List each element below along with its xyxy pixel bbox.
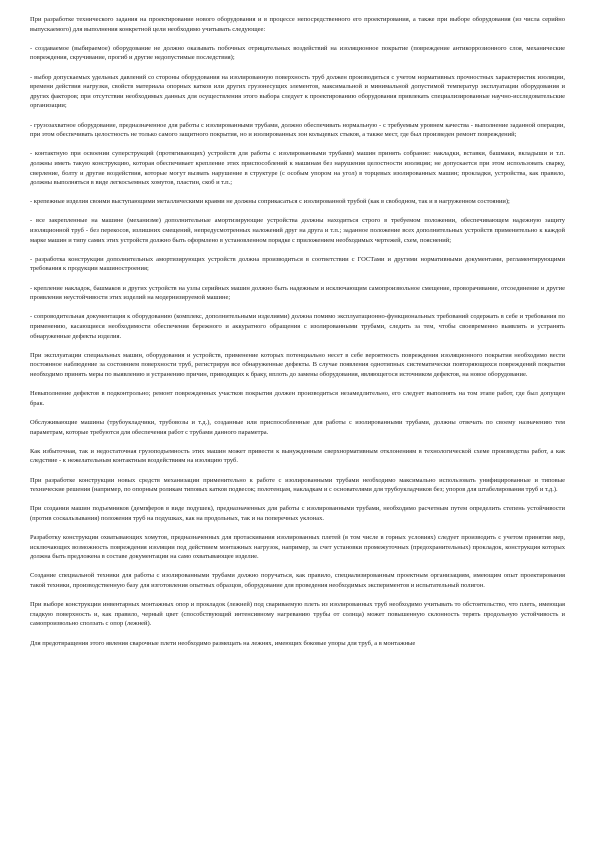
body-paragraph: При эксплуатации специальных машин, оборудования и устройств, применение которых потенциально несет в себе вероятность повреждения изоляционного покрытия необходимо вести постоянное наблюдение за состоянием поверхности труб, регистрируя все обнаруженные дефекты. В случае появления однотипных систематически повторяющихся повреждений покрытия необходимо принять меры по выявлению и устранению причин, приводящих к браку, вплоть до замены оборудования, являющегося источником дефектов, на новое оборудование. (30, 351, 565, 378)
requirement-paragraph: - крепление накладок, башмаков и других устройств на узлы серийных машин должно быть надежным и исключающим самопроизвольное смещение, проворачивание, отсоединение и другие проявления неустойчивости этих изделий на модернизируемой машине; (30, 284, 565, 302)
body-paragraph: Обслуживающие машины (трубоукладчики, трубовозы и т.д.), созданные или приспособленные для работы с изолированными трубами, должны отвечать по своему назначению тем параметрам, которые требуются для обеспечения работ с трубами данного параметра. (30, 418, 565, 436)
requirement-paragraph: - разработка конструкции дополнительных амортизирующих устройств должна производиться в соответствии с ГОСТами и другими нормативными документами, регламентирующими требования к продукции машиностроения; (30, 255, 565, 273)
requirement-paragraph: - крепежные изделия своими выступающими металлическими краями не должны соприкасаться с изолированной трубой (как в свободном, так и в нагруженном состоянии); (30, 198, 510, 206)
body-paragraph: При создании машин подъемников (демпферов в виде подушек), предназначенных для работы с изолированными трубами, необходимо расчетным путем определить степень устойчивости (против соскальзывания) положения труб на подушках, как на продольных, так и на поперечных уклонах. (30, 505, 565, 522)
body-paragraph: При выборе конструкции инвентарных монтажных опор и прокладок (лежней) под свариваемую плеть из изолированных труб необходимо учитывать то обстоятельство, что плеть, имеющая гладкую поверхность и, как правило, черный цвет (способствующий интенсивному нагреванию трубы от солнца) может повышенную склонность терять продольную устойчивость и самопроизвольно сползать с опор (лежней). (30, 601, 565, 628)
body-paragraph: Как избыточная, так и недостаточная грузоподъемность этих машин может привести к вынужденным сверхнормативным отклонениям в технологической схеме производства работ, а как следствие - к нежелательным контактным воздействиям на изоляцию труб. (30, 447, 565, 465)
requirement-paragraph: - создаваемое (выбираемое) оборудование не должно оказывать побочных отрицательных воздействий на изоляционное покрытие (повреждение антикоррозионного слоя, механические повреждения, скручивание, прогиб и другие недопустимые последствия); (30, 44, 565, 62)
requirement-paragraph: - все закрепленные на машине (механизме) дополнительные амортизирующие устройства должны находиться строго в требуемом положении, обеспечивающем надежную защиту изоляционной труб - без перекосов, излишних смещений, непредусмотренных наложений друг на друга и т.п.; заданное положение всех дополнительных устройств применительно к каждой марке машин и типу самих этих устройств должно быть оформлено в установленном порядке с приложением необходимых чертежей, схем, пояснений; (30, 217, 565, 244)
requirement-paragraph: - сопроводительная документация к оборудованию (комплекс, дополнительными изделиями) должна помимо эксплуатационно-функциональных требований содержать в себе и требования по применению, касающиеся необходимости обеспечения бережного и аккуратного обращения с изолированными трубами, следить за тем, чтобы своевременно выявлять и устранять обнаруженные дефекты изделия. (30, 313, 565, 340)
requirement-paragraph: - выбор допускаемых удельных давлений со стороны оборудования на изолированную поверхность труб должен производиться с учетом нормативных прочностных характеристик изоляции, времени действия нагрузки, свойств материала опорных катков или других грузонесущих элементов, максимальной и минимальной допустимой температур эксплуатации оборудования и других факторов; при отсутствии необходимых данных для осуществления этого выбора следует к проектированию оборудования привлекать специализированные научно-исследовательские организации; (30, 73, 565, 110)
body-paragraph: При разработке конструкции новых средств механизации применительно к работе с изолированными трубами необходимо максимально использовать унифицированные и типовые технические решения (например, по опорным роликам типовых катков подвесок; полотенцам, накладкам и с основателями для трубоукладчиков без; упоров для штабелирования труб и т.д.). (30, 476, 565, 494)
body-paragraph: Создание специальной техники для работы с изолированными трубами должно поручаться, как правило, специализированным проектным организациям, имеющим опыт проектирования такой техники, производственную базу для изготовления опытных образцов, оборудование для проведения необходимых экспериментов и испытательный полигон. (30, 572, 565, 590)
body-paragraph: Невыполнение дефектов в подконтрольно; ремонт поврежденных участков покрытия должен производиться незамедлительно, его следует выполнять на том этапе работ, где был допущен брак. (30, 390, 565, 407)
body-paragraph: Разработку конструкции охватывающих хомутов, предназначенных для протаскивания изолированных плетей (в том числе в горных условиях) следует производить с учетом принятия мер, исключающих возможность повреждения изоляции под действием монтажных нагрузок, например, за счет установки промежуточных (предохранительных) прокладок, конструкция которых должна быть предложена в составе документации на само охватывающее изделие. (30, 534, 565, 561)
intro-paragraph: При разработке технического задания на проектирование нового оборудования и в процессе непосредственного его проектирования, а также при выборе оборудования (из числа серийно выпускаемого) для выполнения конкретной цели необходимо учитывать следующее: (30, 16, 565, 33)
body-paragraph: Для предотвращения этого явления сварочные плети необходимо размещать на лежнях, имеющих боковые упоры для труб, а в монтажные (30, 639, 416, 647)
requirement-paragraph: - грузозахватное оборудование, предназначенное для работы с изолированными трубами, должно обеспечивать нормальную - с требуемым уровнем качества - выполнение заданной операции, при этом обеспечивать целостность не только самого защитного покрытия, но и изолированных зон кольцевых стыков, а также мест, где был произведен ремонт повреждений; (30, 121, 565, 139)
requirement-paragraph: - контактную при освоении суперструкций (протягивающих) устройств для работы с изолированными трубами) машин принять собрание: накладки, вставки, башмаки, вкладыши и т.п. должны иметь такую конструкцию, которая обеспечивает крепление этих приспособлений к машинам без нарушения целостности изоляции; не допускается при этом использовать сварку, сверление, болту и другие воздействия, которые могут вызвать нарушение в структуре (с особым упором на угол) в торцевых изолированных машин; прокладки, устройства, как правило, должны выполняться в виде легкосъемных хомутов, пластин, скоб и т.п.; (30, 150, 565, 187)
